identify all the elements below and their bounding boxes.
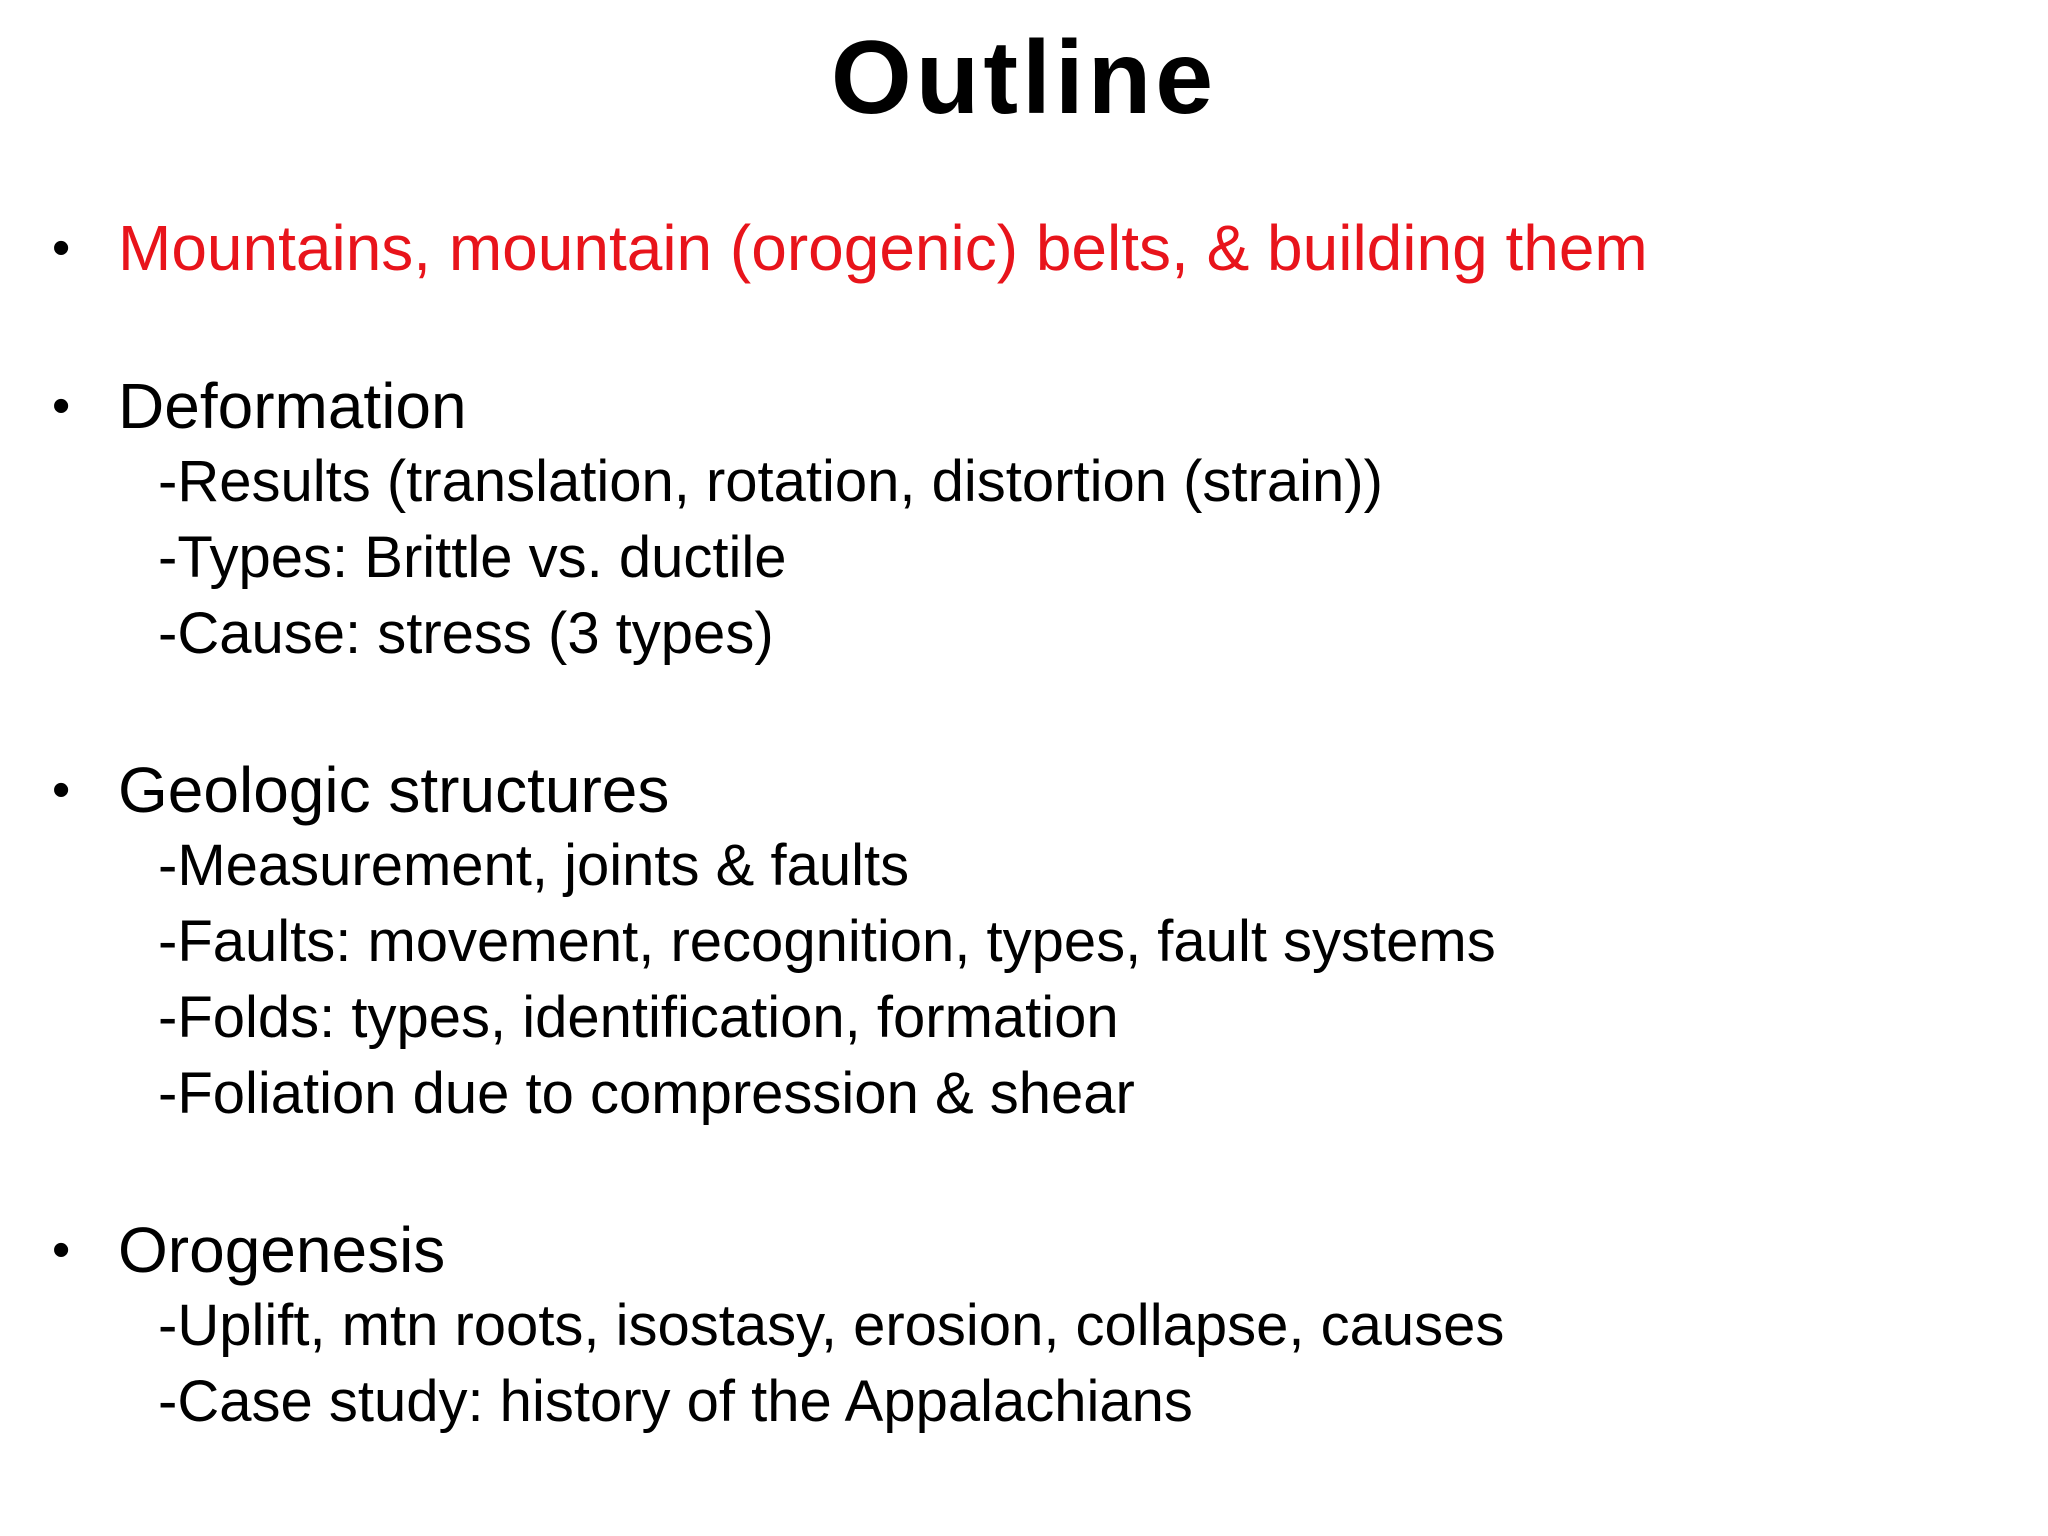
bullet-row bbox=[0, 210, 2048, 286]
outline-section-geologic-structures bbox=[0, 752, 2048, 1132]
section-heading: Deformation bbox=[118, 370, 467, 442]
section-heading: Orogenesis bbox=[118, 1214, 446, 1286]
sub-list bbox=[0, 828, 2048, 1132]
bullet-dot-icon: • bbox=[52, 761, 71, 819]
sub-list bbox=[0, 1288, 2048, 1440]
outline-section-orogenesis bbox=[0, 1212, 2048, 1440]
section-heading: Geologic structures bbox=[118, 754, 670, 826]
section-heading: Mountains, mountain (orogenic) belts, & building them bbox=[118, 212, 1648, 284]
sub-item: -Cause: stress (3 types) bbox=[158, 601, 774, 666]
sub-item: -Measurement, joints & faults bbox=[158, 833, 910, 898]
bullet-row bbox=[0, 1212, 2048, 1288]
sub-item: -Faults: movement, recognition, types, fault systems bbox=[158, 909, 1496, 974]
bullet-dot-icon: • bbox=[52, 219, 71, 277]
bullet-row bbox=[0, 752, 2048, 828]
outline-section-deformation bbox=[0, 368, 2048, 672]
sub-item: -Folds: types, identification, formation bbox=[158, 985, 1119, 1050]
sub-item: -Results (translation, rotation, distortion (strain)) bbox=[158, 449, 1383, 514]
slide-title: Outline bbox=[830, 20, 1218, 136]
bullet-dot-icon: • bbox=[52, 1221, 71, 1279]
sub-item: -Types: Brittle vs. ductile bbox=[158, 525, 787, 590]
outline-section-mountains bbox=[0, 210, 2048, 286]
bullet-row bbox=[0, 368, 2048, 444]
bullet-dot-icon: • bbox=[52, 377, 71, 435]
sub-item: -Uplift, mtn roots, isostasy, erosion, collapse, causes bbox=[158, 1293, 1505, 1358]
sub-item: -Foliation due to compression & shear bbox=[158, 1061, 1135, 1126]
sub-list bbox=[0, 444, 2048, 672]
sub-item: -Case study: history of the Appalachians bbox=[158, 1369, 1193, 1434]
